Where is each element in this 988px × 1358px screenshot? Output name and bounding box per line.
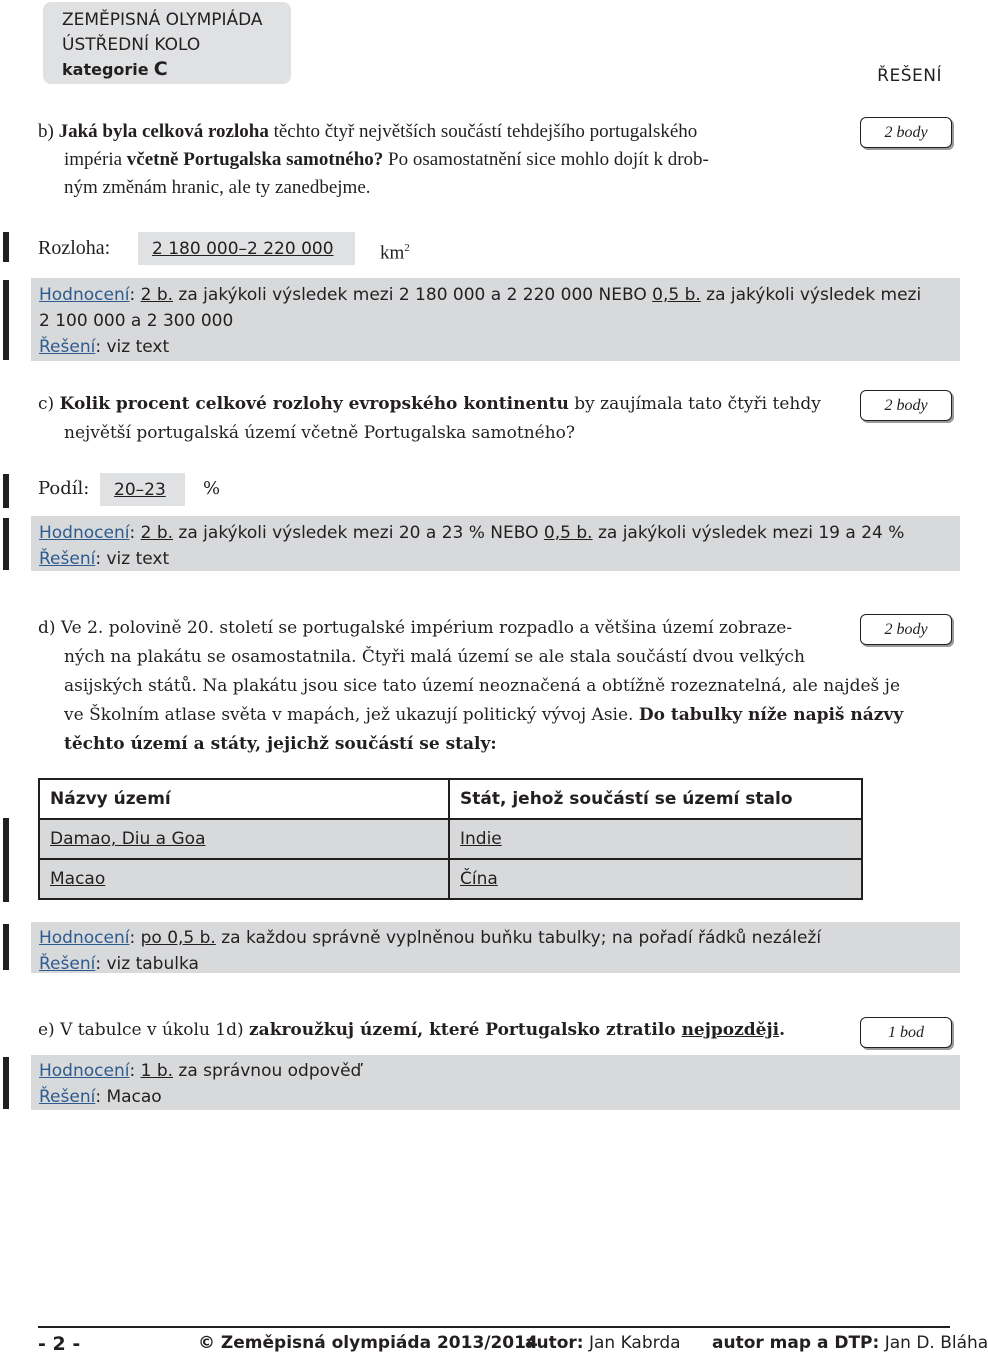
eval-points: 1 b.: [140, 1061, 174, 1081]
table-cell-territory[interactable]: Macao: [39, 859, 449, 899]
question-c-prefix: c): [38, 394, 55, 414]
round-title: ÚSTŘEDNÍ KOLO: [62, 35, 201, 55]
answer-b-unit: [380, 234, 410, 267]
category-label: kategorie: [62, 60, 149, 79]
territories-table: [38, 778, 863, 900]
question-d-line5: těchto území a státy, jejichž součástí se staly:: [64, 734, 497, 754]
question-e-prefix: e): [38, 1020, 55, 1040]
question-d-prefix: d): [38, 618, 56, 638]
question-e-text: V tabulce v úkolu 1d): [60, 1020, 250, 1040]
question-d-line4b: Do tabulky níže napiš názvy: [638, 705, 904, 725]
solution-label: Řešení: [39, 549, 96, 569]
solution-label: ŘEŠENÍ: [877, 66, 942, 86]
footer-author-label: autor:: [525, 1333, 584, 1353]
margin-bar: [3, 280, 9, 360]
points-badge-d: 2 body: [860, 614, 952, 645]
evaluation-c: Hodnocení: 2 b. za jakýkoli výsledek mezi 20 a 23 % NEBO 0,5 b. za jakýkoli výsledek mezi 19 a 24 % Řešení: viz text: [31, 516, 960, 571]
margin-bar: [3, 518, 9, 570]
margin-bar: [3, 924, 9, 970]
header-box: [43, 2, 291, 84]
footer-divider: [38, 1326, 950, 1328]
evaluation-d: Hodnocení: po 0,5 b. za každou správně vyplněnou buňku tabulky; na pořadí řádků nezáleží Řešení: viz tabulka: [31, 922, 960, 973]
category: [62, 59, 168, 80]
question-d-line3: asijských států. Na plakátu jsou sice tato území neoznačená a obtížně rozeznatelná, ale najdeš je: [64, 676, 901, 696]
question-d-line1: Ve 2. polovině 20. století se portugalské impérium rozpadlo a většina území zobraze-: [60, 618, 793, 638]
footer-dtp: [712, 1333, 988, 1353]
margin-bar: [3, 1057, 9, 1109]
eval-label: Hodnocení: [39, 928, 130, 948]
points-badge-e: 1 bod: [860, 1017, 952, 1048]
table-row: [39, 819, 862, 859]
footer-dtp-name: Jan D. Bláha: [879, 1333, 988, 1353]
question-b-text2a: impéria: [64, 149, 127, 170]
margin-bar: [3, 474, 9, 508]
eval-label: Hodnocení: [39, 1061, 130, 1081]
footer-author: [525, 1333, 681, 1353]
eval-points-alt: 0,5 b.: [543, 523, 593, 543]
footer-dtp-label: autor map a DTP:: [712, 1333, 880, 1353]
solution-label: Řešení: [39, 1087, 96, 1107]
category-letter: C: [153, 58, 168, 80]
competition-title: ZEMĚPISNÁ OLYMPIÁDA: [62, 10, 263, 30]
eval-points: 2 b.: [140, 285, 174, 305]
points-badge-c: 2 body: [860, 390, 952, 421]
table-cell-state[interactable]: Čína: [449, 859, 862, 899]
table-header-row: [39, 779, 862, 819]
eval-label: Hodnocení: [39, 523, 130, 543]
eval-text: za každou správně vyplněnou buňku tabulky; na pořadí řádků nezáleží: [215, 928, 822, 948]
question-c-text2: největší portugalská území včetně Portugalska samotného?: [64, 423, 576, 443]
question-b: [38, 118, 858, 202]
evaluation-e: Hodnocení: 1 b. za správnou odpověď Řešení: Macao: [31, 1055, 960, 1110]
table-header-cell: Názvy území: [39, 779, 449, 819]
question-c-bold: Kolik procent celkové rozlohy evropského kontinentu: [59, 394, 569, 414]
question-e-bold-underlined: nejpozději: [681, 1020, 780, 1040]
question-d-line4a: ve Školním atlase světa v mapách, jež ukazují politický vývoj Asie.: [64, 705, 639, 725]
footer-author-name: Jan Kabrda: [583, 1333, 681, 1353]
answer-c-unit: %: [203, 478, 221, 499]
unit-sup: 2: [404, 242, 410, 254]
margin-bar: [3, 232, 9, 262]
eval-points-alt: 0,5 b.: [652, 285, 701, 305]
question-b-text3: ným změnám hranic, ale ty zanedbejme.: [64, 177, 371, 198]
answer-b-field[interactable]: 2 180 000–2 220 000: [138, 232, 355, 265]
question-d: [38, 614, 953, 759]
question-e: [38, 1016, 785, 1045]
unit-text: km: [380, 242, 405, 264]
question-b-prefix: b): [38, 121, 54, 142]
solution-text: : viz text: [95, 337, 170, 357]
answer-c-label: Podíl:: [38, 478, 90, 499]
question-b-text2b: Po osamostatnění sice mohlo dojít k drob-: [383, 149, 709, 170]
solution-text: : Macao: [95, 1087, 162, 1107]
question-e-end: .: [779, 1020, 786, 1040]
table-header-cell: Stát, jehož součástí se území stalo: [449, 779, 862, 819]
solution-text: : viz text: [95, 549, 170, 569]
question-d-line2: ných na plakátu se osamostatnila. Čtyři malá území se ale stala součástí dvou velkých: [64, 647, 805, 667]
eval-text-alt: za jakýkoli výsledek mezi: [700, 285, 922, 305]
eval-line2: 2 100 000 a 2 300 000: [39, 311, 234, 331]
table-row: [39, 859, 862, 899]
footer-copyright: © Zeměpisná olympiáda 2013/2014: [198, 1333, 538, 1353]
solution-text: : viz tabulka: [95, 954, 199, 974]
eval-points: po 0,5 b.: [140, 928, 216, 948]
question-c: [38, 390, 858, 448]
page-number: - 2 -: [38, 1333, 81, 1355]
answer-c-field[interactable]: 20–23: [100, 473, 185, 506]
margin-bar: [3, 818, 9, 902]
points-badge-b: 2 body: [860, 117, 952, 148]
eval-text: za jakýkoli výsledek mezi 2 180 000 a 2 220 000 NEBO: [173, 285, 653, 305]
table-cell-state[interactable]: Indie: [449, 819, 862, 859]
eval-text: za jakýkoli výsledek mezi 20 a 23 % NEBO: [173, 523, 544, 543]
question-b-bold1: Jaká byla celková rozloha: [58, 121, 269, 142]
table-cell-territory[interactable]: Damao, Diu a Goa: [39, 819, 449, 859]
eval-points: 2 b.: [140, 523, 174, 543]
question-c-text1: by zaujímala tato čtyři tehdy: [568, 394, 821, 414]
question-e-bold: zakroužkuj území, které Portugalsko ztratilo: [249, 1020, 682, 1040]
eval-label: Hodnocení: [39, 285, 130, 305]
evaluation-b: Hodnocení: 2 b. za jakýkoli výsledek mezi 2 180 000 a 2 220 000 NEBO 0,5 b. za jakýkoli výsledek mezi 2 100 000 a 2 300 000 Řešení: viz text: [31, 278, 960, 361]
eval-text-alt: za jakýkoli výsledek mezi 19 a 24 %: [592, 523, 905, 543]
eval-text: za správnou odpověď: [173, 1061, 362, 1081]
answer-b-label: Rozloha:: [38, 237, 111, 259]
question-b-text1: těchto čtyř největších součástí tehdejšího portugalského: [268, 121, 698, 142]
solution-label: Řešení: [39, 337, 96, 357]
solution-label: Řešení: [39, 954, 96, 974]
question-b-bold2: včetně Portugalska samotného?: [126, 149, 384, 170]
